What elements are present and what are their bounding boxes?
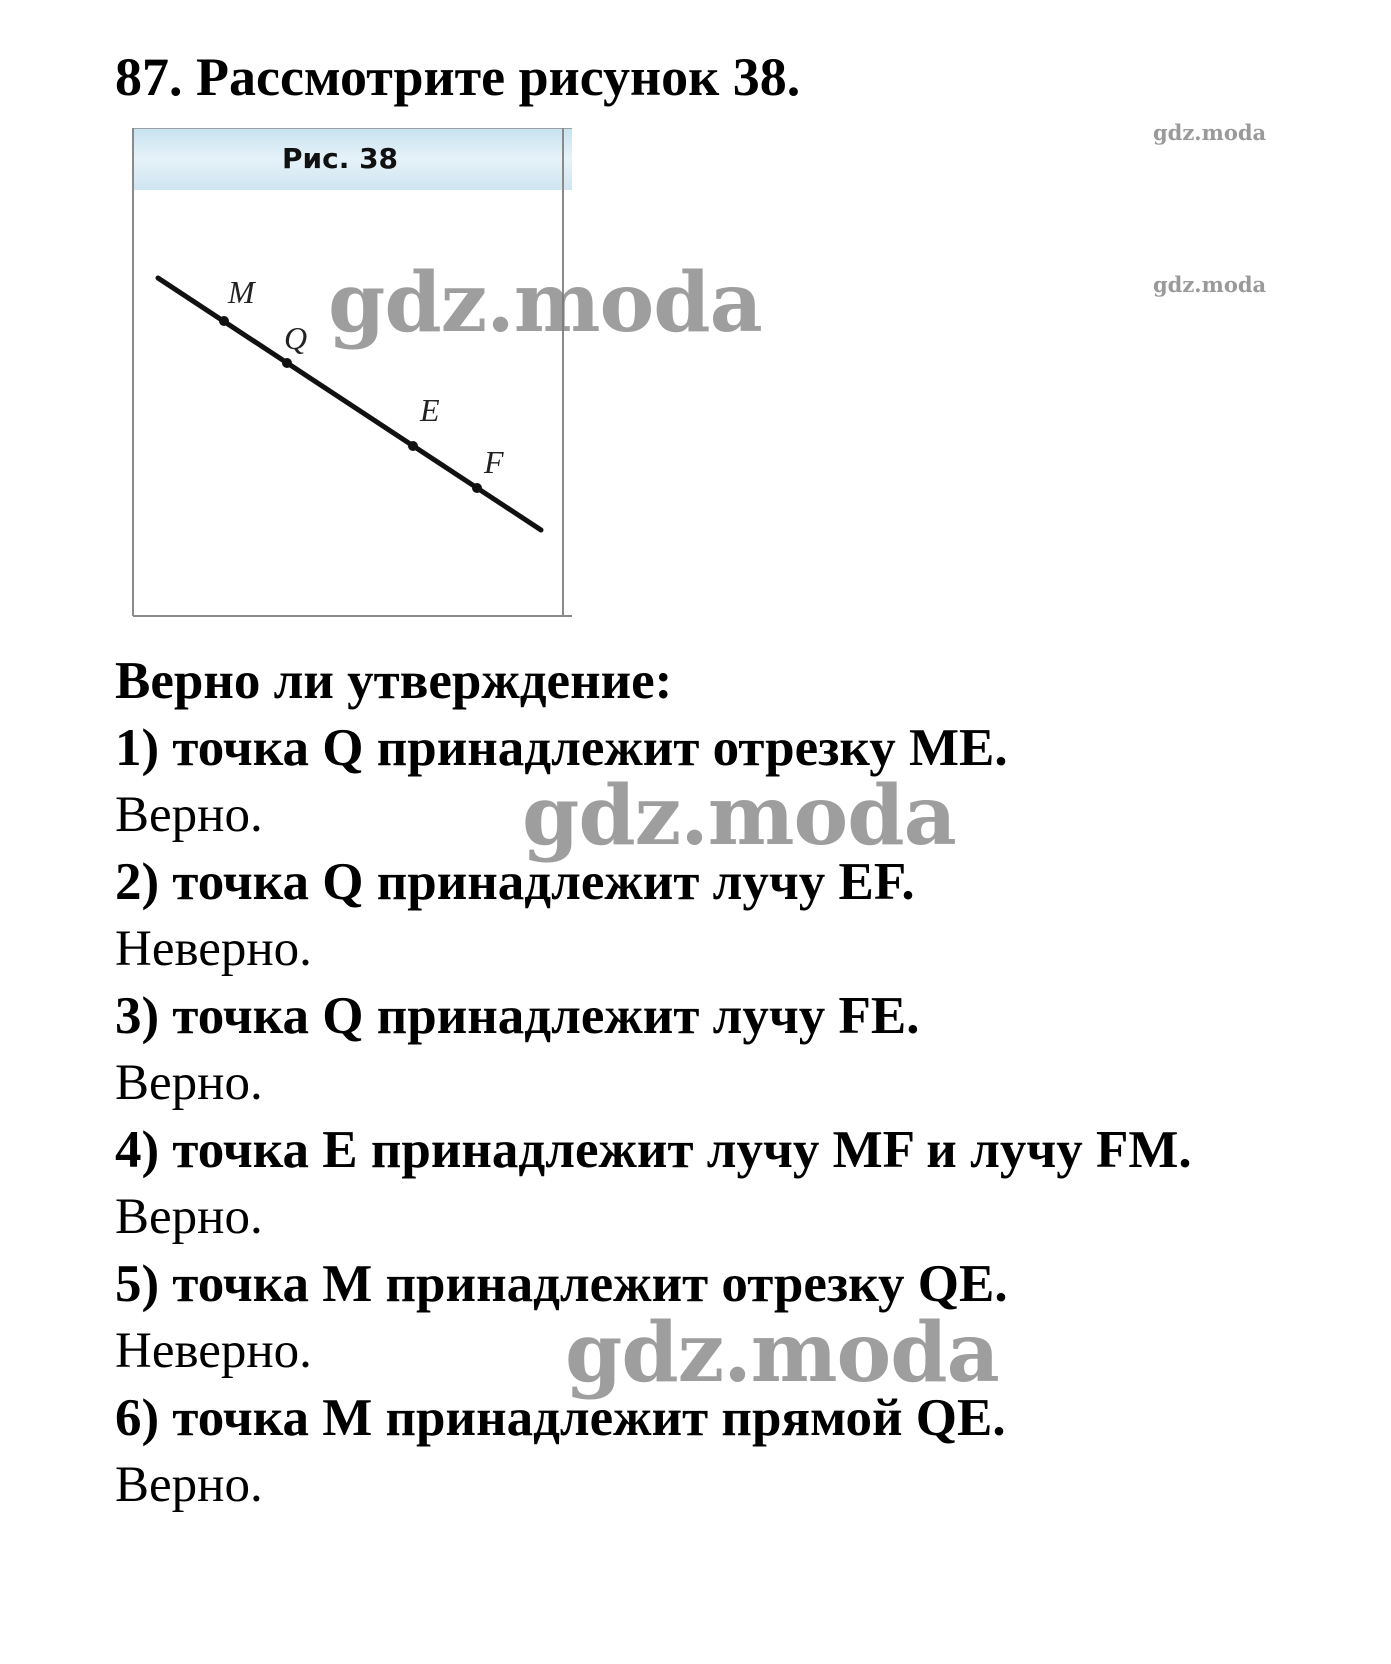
watermark-bottom: gdz.moda (565, 1305, 999, 1401)
point-label-e: E (420, 392, 440, 428)
point-m (219, 316, 229, 326)
statement-4: 4) точка E принадлежит лучу MF и лучу FM. (115, 1121, 1192, 1179)
question-heading: Верно ли утверждение: (115, 652, 673, 710)
answer-2: Неверно. (115, 921, 312, 977)
statement-6: 6) точка M принадлежит прямой QE. (115, 1389, 1006, 1447)
answer-1: Верно. (115, 787, 263, 843)
watermark-figure: gdz.moda (328, 255, 762, 351)
statement-3: 3) точка Q принадлежит лучу FE. (115, 987, 920, 1045)
figure-drawing (132, 128, 572, 618)
point-e (408, 441, 418, 451)
statement-5: 5) точка M принадлежит отрезку QE. (115, 1255, 1008, 1313)
figure-38 (132, 128, 572, 618)
watermark-corner-top: gdz.moda (1153, 120, 1267, 145)
point-q (282, 358, 292, 368)
point-label-q: Q (284, 320, 308, 356)
answer-3: Верно. (115, 1055, 263, 1111)
watermark-middle: gdz.moda (522, 768, 956, 864)
statement-2: 2) точка Q принадлежит лучу EF. (115, 853, 915, 911)
point-label-f: F (484, 444, 504, 480)
point-f (472, 483, 482, 493)
answer-6: Верно. (115, 1457, 263, 1513)
task-title: 87. Рассмотрите рисунок 38. (115, 47, 801, 107)
point-label-m: M (228, 274, 255, 310)
answer-4: Верно. (115, 1189, 263, 1245)
answer-5: Неверно. (115, 1323, 312, 1379)
figure-caption: Рис. 38 (281, 142, 399, 175)
watermark-corner-middle: gdz.moda (1153, 272, 1267, 297)
statement-1: 1) точка Q принадлежит отрезку ME. (115, 719, 1008, 777)
